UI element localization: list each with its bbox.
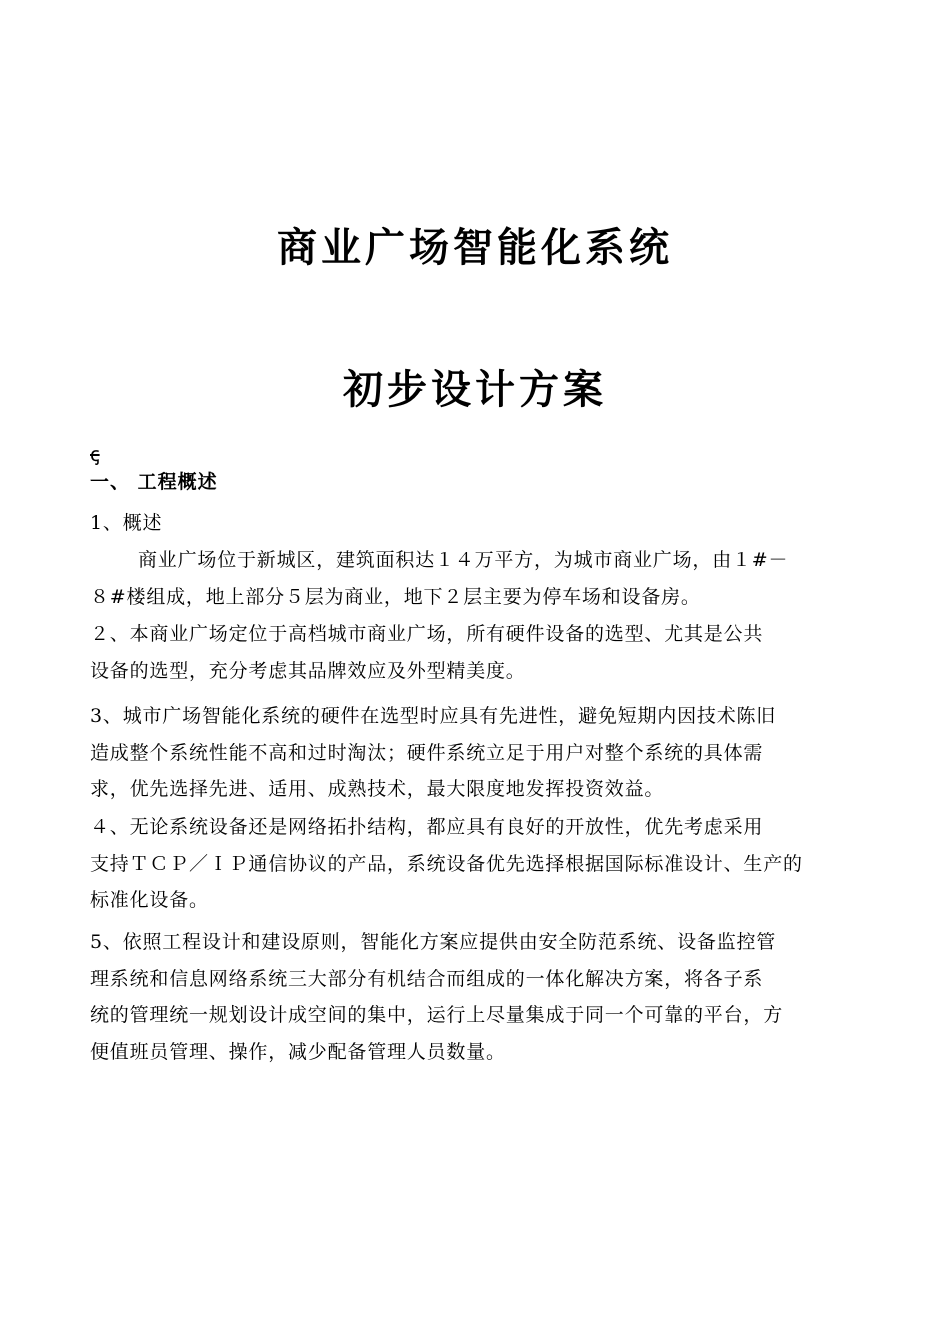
document-title-line-2: 初步设计方案: [343, 367, 607, 413]
paragraph-1: [90, 542, 860, 615]
paragraph-4: [90, 809, 860, 919]
paragraph-line: ４、无论系统设备还是网络拓扑结构，都应具有良好的开放性，优先考虑采用: [90, 816, 764, 838]
paragraph-line: 商业广场位于新城区，建筑面积达１４万平方，为城市商业广场，由１#－: [138, 549, 789, 571]
paragraph-3: [90, 698, 860, 808]
sub-heading: [90, 505, 860, 542]
paragraph-line: 3、城市广场智能化系统的硬件在选型时应具有先进性，避免短期内因技术陈旧: [90, 705, 777, 727]
document-title-line-1: 商业广场智能化系统: [277, 225, 673, 271]
paragraph-line: ２、本商业广场定位于高档城市商业广场，所有硬件设备的选型、尤其是公共: [90, 623, 764, 645]
sub-heading-text: 1、概述: [90, 512, 163, 534]
paragraph-2: [90, 616, 860, 689]
paragraph-line: 5、依照工程设计和建设原则，智能化方案应提供由安全防范系统、设备监控管: [90, 931, 777, 953]
paragraph-line: 设备的选型，充分考虑其品牌效应及外型精美度。: [90, 659, 526, 682]
paragraph-line: 造成整个系统性能不高和过时淘汰；硬件系统立足于用户对整个系统的具体需: [90, 741, 764, 764]
paragraph-line: ８#楼组成，地上部分５层为商业，地下２层主要为停车场和设备房。: [90, 585, 701, 608]
paragraph-line: 支持ＴＣＰ／ＩＰ通信协议的产品，系统设备优先选择根据国际标准设计、生产的: [90, 852, 803, 875]
paragraph-line: 求，优先选择先进、适用、成熟技术，最大限度地发挥投资效益。: [90, 778, 665, 801]
section-heading: 一、 工程概述: [90, 471, 218, 493]
stray-mark: ꞔ: [90, 442, 100, 466]
paragraph-line: 统的管理统一规划设计成空间的集中，运行上尽量集成于同一个可靠的平台，方: [90, 1004, 784, 1027]
paragraph-5: [90, 924, 860, 1070]
paragraph-line: 理系统和信息网络系统三大部分有机结合而组成的一体化解决方案，将各子系: [90, 967, 764, 990]
paragraph-line: 标准化设备。: [90, 889, 209, 912]
paragraph-line: 便值班员管理、操作，减少配备管理人员数量。: [90, 1040, 506, 1063]
